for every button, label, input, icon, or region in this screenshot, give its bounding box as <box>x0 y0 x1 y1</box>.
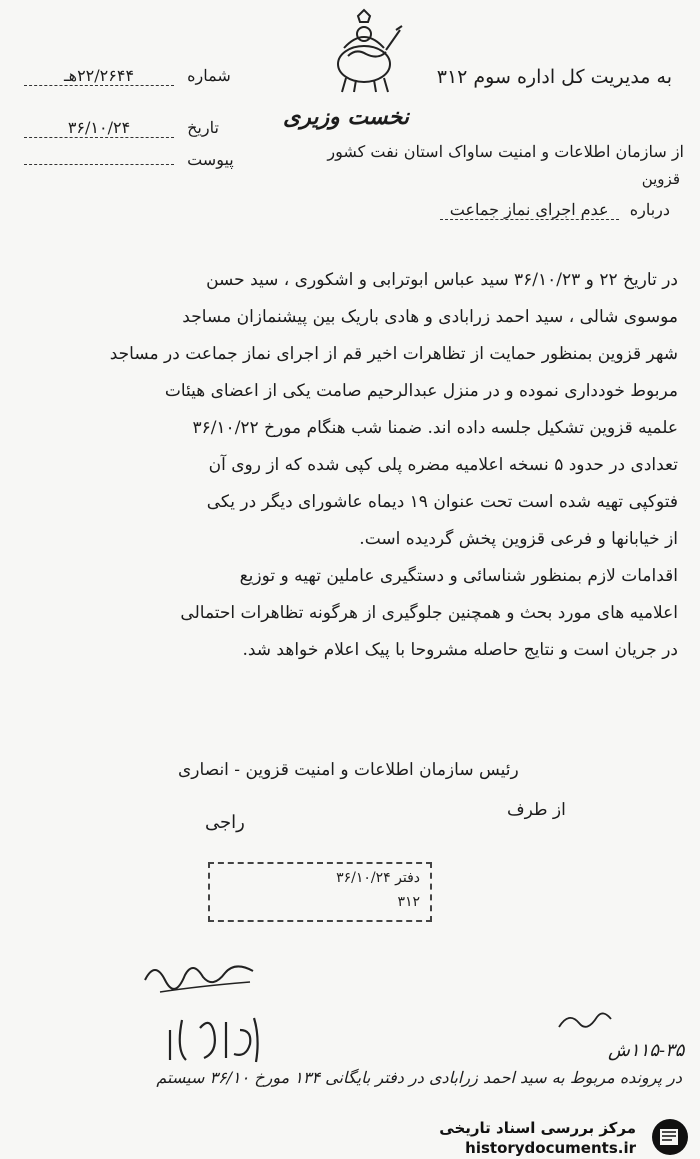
attachment-field <box>24 150 234 169</box>
body-line: علمیه قزوین تشکیل جلسه داده اند. ضمنا شب هنگام مورخ ۳۶/۱۰/۲۲ <box>192 418 678 438</box>
body-line: مربوط خودداری نموده و در منزل عبدالرحیم صامت یکی از اعضای هیئات <box>164 381 678 401</box>
body-line: فتوکپی تهیه شده است تحت عنوان ۱۹ دیماه عاشورای دیگر در یکی <box>206 492 678 512</box>
signatory-name: راجی <box>205 812 245 833</box>
subject-line <box>440 200 670 219</box>
watermark <box>430 1115 700 1159</box>
body-line: شهر قزوین بمنظور حمایت از تظاهرات اخیر قم از اجرای نماز جماعت در مساجد <box>109 344 678 364</box>
watermark-name: مرکز بررسی اسناد تاریخی <box>439 1119 636 1137</box>
date-field <box>24 118 219 138</box>
registry-stamp <box>208 862 432 922</box>
stamp-line: دفتر ۳۶/۱۰/۲۴ <box>336 870 420 886</box>
number-value: ۲۲/۲۶۴۴هـ <box>24 66 174 86</box>
number-field <box>24 66 231 86</box>
body-line: اعلامیه های مورد بحث و همچنین جلوگیری از هرگونه تظاهرات احتمالی <box>180 603 678 623</box>
signatory-title: رئیس سازمان اطلاعات و امنیت قزوین - انصاری <box>178 760 519 780</box>
ministry-title: نخست وزیری <box>283 104 409 130</box>
filing-note: در پرونده مربوط به سید احمد زرابادی در دفتر بایگانی ۱۳۴ مورخ ۳۶/۱۰ سیستم <box>156 1068 682 1087</box>
body-line: در جریان است و نتایج حاصله مشروحا با پیک اعلام خواهد شد. <box>242 640 678 660</box>
handwritten-signature <box>160 1010 270 1070</box>
number-label: شماره <box>187 66 231 85</box>
body-line: اقدامات لازم بمنظور شناسائی و دستگیری عاملین تهیه و توزیع <box>239 566 678 586</box>
watermark-url: historydocuments.ir <box>465 1139 636 1157</box>
archive-logo-icon <box>648 1117 692 1157</box>
on-behalf-label: از طرف <box>507 800 566 820</box>
from-line: از سازمان اطلاعات و امنیت ساواک استان نفت کشور <box>327 142 684 161</box>
subject-label: درباره <box>629 200 670 219</box>
lion-and-sun-emblem <box>318 8 410 100</box>
body-line: در تاریخ ۲۲ و ۳۶/۱۰/۲۳ سید عباس ابوترابی و اشکوری ، سید حسن <box>206 270 678 290</box>
body-line: تعدادی در حدود ۵ نسخه اعلامیه مضره پلی کپی شده که از روی آن <box>208 455 678 475</box>
attachment-value <box>24 164 174 165</box>
handwritten-initials <box>140 950 260 1000</box>
handwritten-mark <box>555 1005 615 1035</box>
stamp-line: ۳۱۲ <box>397 894 420 910</box>
archive-number: ۱۱۵-۳۵ش <box>608 1040 685 1061</box>
body-line: موسوی شالی ، سید احمد زرابادی و هادی باریک بین پیشنمازان مساجد <box>182 307 678 327</box>
body-line: از خیابانها و فرعی قزوین پخش گردیده است. <box>359 529 678 549</box>
from-city: قزوین <box>641 170 680 188</box>
letter-body <box>23 262 678 669</box>
addressee-line: به مدیریت کل اداره سوم ۳۱۲ <box>436 66 672 88</box>
attachment-label: پیوست <box>187 150 234 169</box>
date-value: ۳۶/۱۰/۲۴ <box>24 118 174 138</box>
date-label: تاریخ <box>187 118 219 137</box>
subject-value: عدم اجرای نماز جماعت <box>440 200 619 220</box>
